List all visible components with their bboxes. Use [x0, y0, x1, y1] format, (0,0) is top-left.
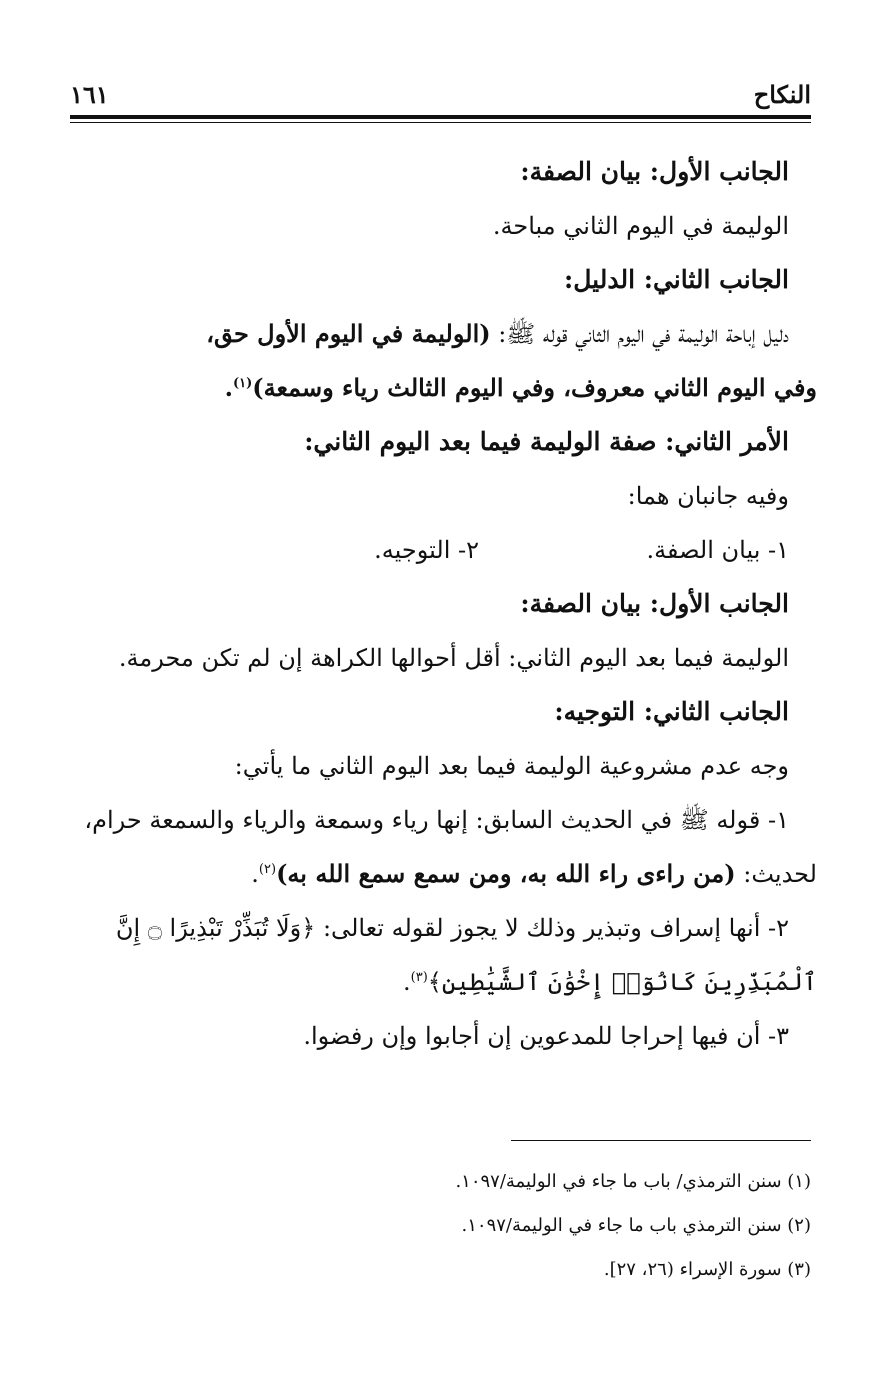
- section-heading: الجانب الأول: بيان الصفة:: [520, 589, 789, 618]
- list-item: ٣- أن فيها إحراجا للمدعوين إن أجابوا وإن رفضوا.: [303, 1022, 789, 1050]
- paragraph-continuation: [60, 361, 817, 415]
- hadith-quote: (الوليمة في اليوم الأول حق،: [206, 319, 491, 348]
- quran-verse: ﴿وَلَا تُبَذِّرْ تَبْذِيرًا ۝ إِنَّ: [115, 914, 316, 942]
- footnote-ref: (١): [233, 376, 253, 391]
- paragraph: وفيه جانبان هما:: [627, 482, 789, 510]
- paragraph-continuation: [60, 955, 817, 1009]
- list-item: ٢- التوجيه.: [374, 536, 479, 564]
- text-run: .: [224, 373, 233, 402]
- footnote: (٢) سنن الترمذي باب ما جاء في الوليمة/١٠٩٧.: [461, 1215, 811, 1236]
- text-run: .: [251, 860, 259, 888]
- footnote-ref: (٣): [410, 970, 428, 985]
- header-rule-thin: [70, 122, 811, 123]
- numbered-pair: [60, 523, 789, 577]
- header-rule-thick: [70, 115, 811, 119]
- paragraph: [60, 307, 789, 361]
- paragraph-continuation: [60, 847, 817, 901]
- paragraph: الوليمة فيما بعد اليوم الثاني: أقل أحوالها الكراهة إن لم تكن محرمة.: [118, 644, 789, 672]
- section-heading: الجانب الثاني: الدليل:: [564, 265, 789, 294]
- hadith-quote: (من راءى راء الله به، ومن سمع سمع الله به): [276, 859, 736, 888]
- footnote: (٣) سورة الإسراء (٢٦، ٢٧].: [603, 1259, 811, 1280]
- footnote-ref: (٢): [258, 862, 277, 877]
- text-run: لحديث:: [735, 860, 817, 888]
- footnote: (١) سنن الترمذي/ باب ما جاء في الوليمة/١٠٩٧.: [455, 1171, 811, 1192]
- quran-verse: ٱلْمُبَذِّرِينَ كَانُوٓا۟ إِخْوَٰنَ ٱلشَّيَٰطِينِ﴾: [427, 968, 817, 996]
- hadith-quote: وفي اليوم الثاني معروف، وفي اليوم الثالث رياء وسمعة): [252, 373, 817, 402]
- list-item: [60, 901, 789, 955]
- section-heading: الأمر الثاني: صفة الوليمة فيما بعد اليوم الثاني:: [304, 427, 789, 456]
- main-text: [60, 145, 817, 1063]
- section-heading: الجانب الثاني: التوجيه:: [554, 697, 789, 726]
- footnote-separator: [511, 1140, 811, 1141]
- section-heading: الجانب الأول: بيان الصفة:: [520, 157, 789, 186]
- text-run: ٢- أنها إسراف وتبذير وذلك لا يجوز لقوله تعالى:: [315, 914, 789, 942]
- footnotes: [60, 1160, 811, 1292]
- list-item: ١- بيان الصفة.: [646, 536, 789, 564]
- page-header: [70, 80, 811, 114]
- list-item: ١- قوله ﷺ في الحديث السابق: إنها رياء وسمعة والرياء والسمعة حرام،: [84, 806, 789, 834]
- paragraph: الوليمة في اليوم الثاني مباحة.: [492, 212, 789, 240]
- page-number: ١٦١: [70, 80, 109, 109]
- paragraph: وجه عدم مشروعية الوليمة فيما بعد اليوم الثاني ما يأتي:: [234, 752, 789, 780]
- text-run: .: [403, 968, 411, 996]
- chapter-title: النكاح: [753, 80, 811, 109]
- text-run: دليل إباحة الوليمة في اليوم الثاني قوله ﷺ:: [490, 320, 789, 348]
